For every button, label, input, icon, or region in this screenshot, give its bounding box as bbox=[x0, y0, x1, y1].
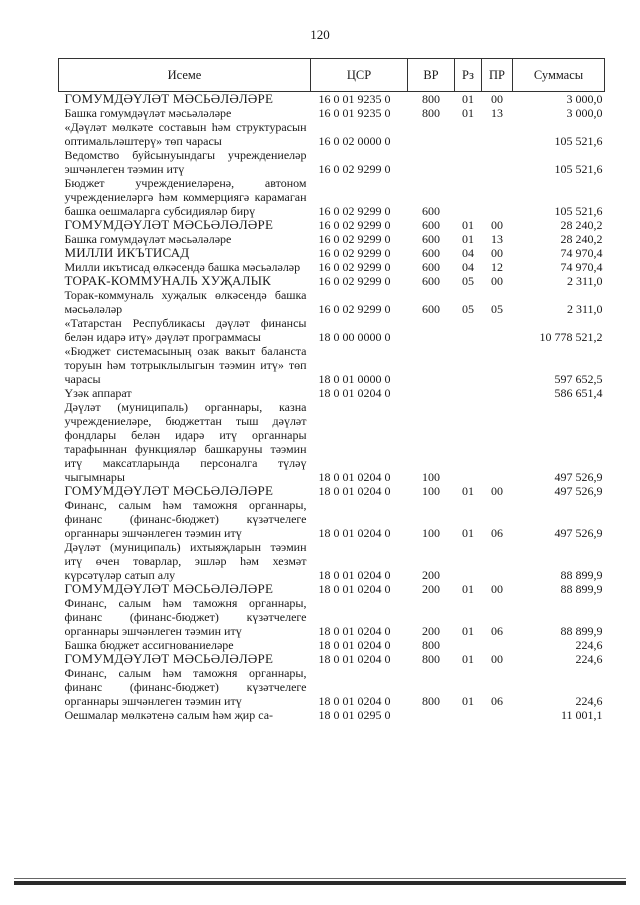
row-name: ТОРАК-КОММУНАЛЬ ХУҖАЛЫК bbox=[64, 273, 272, 288]
row-vr: 600 bbox=[422, 302, 440, 316]
row-rz bbox=[455, 708, 482, 722]
row-pr bbox=[482, 176, 513, 218]
row-csr: 18 0 01 0000 0 bbox=[318, 372, 391, 386]
row-rz bbox=[455, 120, 482, 148]
row-sum: 28 240,2 bbox=[560, 218, 603, 232]
row-vr: 800 bbox=[422, 694, 440, 708]
header-name: Исеме bbox=[59, 59, 311, 92]
row-rz bbox=[455, 148, 482, 176]
row-csr: 16 0 02 9299 0 bbox=[318, 232, 391, 246]
row-vr: 100 bbox=[422, 470, 440, 484]
row-csr: 18 0 01 0204 0 bbox=[318, 484, 391, 498]
row-sum: 28 240,2 bbox=[560, 232, 603, 246]
row-rz: 01 bbox=[462, 232, 474, 246]
row-rz: 01 bbox=[462, 526, 474, 540]
table-row bbox=[59, 218, 605, 232]
row-rz bbox=[455, 386, 482, 400]
header-pr: ПР bbox=[482, 59, 513, 92]
row-name: ГОМУМДӘҮЛӘТ МӘСЬӘЛӘЛӘРЕ bbox=[64, 91, 274, 106]
row-pr: 13 bbox=[491, 232, 503, 246]
row-csr: 18 0 00 0000 0 bbox=[318, 330, 391, 344]
row-csr: 18 0 01 0204 0 bbox=[318, 526, 391, 540]
row-name: «Дәүләт мөлкәте составын һәм структурасын оптимальләштерү» төп чарасы bbox=[64, 120, 307, 148]
row-pr: 12 bbox=[491, 260, 503, 274]
table-row bbox=[59, 582, 605, 596]
row-csr: 16 0 02 0000 0 bbox=[318, 134, 391, 148]
row-name: Башка гомумдәүләт мәсьәләләре bbox=[64, 232, 232, 246]
row-pr: 00 bbox=[491, 218, 503, 232]
row-vr: 800 bbox=[422, 638, 440, 652]
row-vr: 200 bbox=[422, 624, 440, 638]
row-csr: 16 0 02 9299 0 bbox=[318, 218, 391, 232]
row-csr: 18 0 01 0204 0 bbox=[318, 582, 391, 596]
row-sum: 10 778 521,2 bbox=[539, 330, 603, 344]
table-row bbox=[59, 652, 605, 666]
row-sum: 224,6 bbox=[575, 638, 603, 652]
row-rz: 05 bbox=[462, 274, 474, 288]
row-sum: 88 899,9 bbox=[560, 568, 603, 582]
row-csr: 16 0 01 9235 0 bbox=[318, 106, 391, 120]
row-sum: 105 521,6 bbox=[554, 162, 603, 176]
table-row bbox=[59, 708, 605, 722]
table-row bbox=[59, 666, 605, 708]
row-rz bbox=[455, 540, 482, 582]
row-rz: 01 bbox=[462, 624, 474, 638]
row-pr bbox=[482, 400, 513, 484]
row-rz: 04 bbox=[462, 246, 474, 260]
row-sum: 3 000,0 bbox=[566, 92, 603, 106]
row-rz: 04 bbox=[462, 260, 474, 274]
row-pr: 05 bbox=[491, 302, 503, 316]
table-row bbox=[59, 176, 605, 218]
page-frame-line bbox=[14, 878, 626, 879]
row-vr bbox=[408, 708, 455, 722]
row-vr: 100 bbox=[422, 484, 440, 498]
header-vr: ВР bbox=[408, 59, 455, 92]
row-pr: 00 bbox=[491, 582, 503, 596]
row-name: Милли икътисад өлкәсендә башка мәсьәләләр bbox=[64, 260, 301, 274]
row-pr bbox=[482, 708, 513, 722]
row-sum: 497 526,9 bbox=[554, 526, 603, 540]
row-csr: 18 0 01 0204 0 bbox=[318, 470, 391, 484]
row-csr: 18 0 01 0204 0 bbox=[318, 638, 391, 652]
table-row bbox=[59, 400, 605, 484]
row-pr: 13 bbox=[491, 106, 503, 120]
row-rz: 01 bbox=[462, 652, 474, 666]
row-csr: 16 0 02 9299 0 bbox=[318, 162, 391, 176]
row-name: Үзәк аппарат bbox=[64, 386, 132, 400]
row-csr: 18 0 01 0204 0 bbox=[318, 624, 391, 638]
row-name: Торак-коммуналь хуҗалык өлкәсендә башка мәсьәләләр bbox=[64, 288, 307, 316]
row-vr: 600 bbox=[422, 274, 440, 288]
row-sum: 88 899,9 bbox=[560, 582, 603, 596]
row-sum: 105 521,6 bbox=[554, 204, 603, 218]
row-csr: 16 0 02 9299 0 bbox=[318, 260, 391, 274]
row-pr bbox=[482, 638, 513, 652]
row-sum: 2 311,0 bbox=[566, 274, 603, 288]
row-sum: 3 000,0 bbox=[566, 106, 603, 120]
budget-table bbox=[58, 58, 605, 722]
row-rz: 05 bbox=[462, 302, 474, 316]
row-pr: 00 bbox=[491, 274, 503, 288]
row-sum: 597 652,5 bbox=[554, 372, 603, 386]
row-vr bbox=[408, 344, 455, 386]
row-vr: 200 bbox=[422, 568, 440, 582]
table-row bbox=[59, 498, 605, 540]
row-rz bbox=[455, 176, 482, 218]
row-csr: 16 0 02 9299 0 bbox=[318, 274, 391, 288]
table-row bbox=[59, 148, 605, 176]
row-name: Финанс, салым һәм таможня органнары, финанс (финанс-бюджет) күзәтчелеге органнары эшчәнлеген тәэмин итү bbox=[64, 498, 307, 540]
row-name: Финанс, салым һәм таможня органнары, финанс (финанс-бюджет) күзәтчелеге органнары эшчәнлеген тәэмин итү bbox=[64, 666, 307, 708]
table-row bbox=[59, 260, 605, 274]
table-row bbox=[59, 92, 605, 107]
row-sum: 2 311,0 bbox=[566, 302, 603, 316]
row-sum: 224,6 bbox=[575, 694, 603, 708]
row-sum: 11 001,1 bbox=[560, 708, 603, 722]
table-row bbox=[59, 120, 605, 148]
row-name: Башка гомумдәүләт мәсьәләләре bbox=[64, 106, 232, 120]
row-name: ГОМУМДӘҮЛӘТ МӘСЬӘЛӘЛӘРЕ bbox=[64, 581, 274, 596]
row-sum: 224,6 bbox=[575, 652, 603, 666]
row-sum: 105 521,6 bbox=[554, 134, 603, 148]
table-row bbox=[59, 638, 605, 652]
row-rz: 01 bbox=[462, 218, 474, 232]
row-csr: 16 0 01 9235 0 bbox=[318, 92, 391, 106]
row-csr: 18 0 01 0204 0 bbox=[318, 568, 391, 582]
row-rz bbox=[455, 638, 482, 652]
row-vr: 100 bbox=[422, 526, 440, 540]
table-row bbox=[59, 540, 605, 582]
row-name: Финанс, салым һәм таможня органнары, финанс (финанс-бюджет) күзәтчелеге органнары эшчәнлеген тәэмин итү bbox=[64, 596, 307, 638]
row-vr bbox=[408, 386, 455, 400]
header-csr: ЦСР bbox=[311, 59, 408, 92]
header-sum: Суммасы bbox=[513, 59, 605, 92]
row-name: Оешмалар мөлкәтенә салым һәм җир са- bbox=[64, 708, 274, 722]
table-row bbox=[59, 386, 605, 400]
row-csr: 18 0 01 0204 0 bbox=[318, 652, 391, 666]
row-csr: 18 0 01 0204 0 bbox=[318, 694, 391, 708]
row-pr bbox=[482, 540, 513, 582]
row-vr: 600 bbox=[422, 204, 440, 218]
row-pr bbox=[482, 148, 513, 176]
row-name: Дәүләт (муниципаль) органнары, казна учреждениеләре, бюджеттан тыш дәүләт фондлары белән идарә итү органнары тарафыннан функцияләр башкаруны тәэмин итү максатларында персоналга түләү чыгымнары bbox=[64, 400, 307, 484]
row-name: ГОМУМДӘҮЛӘТ МӘСЬӘЛӘЛӘРЕ bbox=[64, 217, 274, 232]
row-rz: 01 bbox=[462, 582, 474, 596]
table-row bbox=[59, 288, 605, 316]
row-pr bbox=[482, 120, 513, 148]
table-row bbox=[59, 106, 605, 120]
row-sum: 497 526,9 bbox=[554, 470, 603, 484]
row-pr bbox=[482, 386, 513, 400]
table-row bbox=[59, 232, 605, 246]
row-vr: 800 bbox=[422, 106, 440, 120]
row-sum: 497 526,9 bbox=[554, 484, 603, 498]
header-rz: Рз bbox=[455, 59, 482, 92]
row-name: Башка бюджет ассигнованиеләре bbox=[64, 638, 234, 652]
table-row bbox=[59, 596, 605, 638]
row-vr: 600 bbox=[422, 232, 440, 246]
row-sum: 74 970,4 bbox=[560, 260, 603, 274]
row-name: МИЛЛИ ИКЪТИСАД bbox=[64, 245, 190, 260]
row-vr: 800 bbox=[422, 92, 440, 106]
row-rz: 01 bbox=[462, 484, 474, 498]
row-vr: 600 bbox=[422, 246, 440, 260]
row-pr bbox=[482, 344, 513, 386]
table-header-row bbox=[59, 59, 605, 92]
table-row bbox=[59, 316, 605, 344]
row-pr: 06 bbox=[491, 526, 503, 540]
row-rz: 01 bbox=[462, 92, 474, 106]
table-row bbox=[59, 274, 605, 288]
row-rz bbox=[455, 400, 482, 484]
row-pr: 06 bbox=[491, 694, 503, 708]
row-vr bbox=[408, 120, 455, 148]
row-pr: 06 bbox=[491, 624, 503, 638]
row-name: ГОМУМДӘҮЛӘТ МӘСЬӘЛӘЛӘРЕ bbox=[64, 483, 274, 498]
row-name: Ведомство буйсынуындагы учреждениеләр эшчәнлеген тәэмин итү bbox=[64, 148, 307, 176]
row-pr: 00 bbox=[491, 484, 503, 498]
row-rz bbox=[455, 344, 482, 386]
page-number: 120 bbox=[310, 27, 330, 42]
row-vr bbox=[408, 148, 455, 176]
row-csr: 16 0 02 9299 0 bbox=[318, 302, 391, 316]
row-name: Бюджет учреждениеләренә, автоном учреждениеләргә һәм коммерциягә карамаган башка оешмаларга субсидияләр бирү bbox=[64, 176, 307, 218]
row-pr: 00 bbox=[491, 652, 503, 666]
row-pr: 00 bbox=[491, 92, 503, 106]
row-name: «Бюджет системасының озак вакыт баланста торуын һәм тотрыклылыгын тәэмин итү» төп чарасы bbox=[64, 344, 307, 386]
row-rz: 01 bbox=[462, 106, 474, 120]
row-csr: 18 0 01 0204 0 bbox=[318, 386, 391, 400]
row-vr: 200 bbox=[422, 582, 440, 596]
table-row bbox=[59, 344, 605, 386]
row-csr: 16 0 02 9299 0 bbox=[318, 246, 391, 260]
row-pr: 00 bbox=[491, 246, 503, 260]
row-vr: 600 bbox=[422, 218, 440, 232]
row-name: Дәүләт (муниципаль) ихтыяҗларын тәэмин итү өчен товарлар, эшләр һәм хезмәт күрсәтүләр сатып алу bbox=[64, 540, 307, 582]
row-pr bbox=[482, 316, 513, 344]
table-row bbox=[59, 484, 605, 498]
page-frame-bottom bbox=[14, 881, 626, 885]
row-name: «Татарстан Республикасы дәүләт финансы белән идарә итү» дәүләт программасы bbox=[64, 316, 307, 344]
row-vr: 600 bbox=[422, 260, 440, 274]
row-csr: 16 0 02 9299 0 bbox=[318, 204, 391, 218]
row-rz bbox=[455, 316, 482, 344]
row-sum: 74 970,4 bbox=[560, 246, 603, 260]
row-name: ГОМУМДӘҮЛӘТ МӘСЬӘЛӘЛӘРЕ bbox=[64, 651, 274, 666]
row-csr: 18 0 01 0295 0 bbox=[318, 708, 391, 722]
row-vr bbox=[408, 316, 455, 344]
table-row bbox=[59, 246, 605, 260]
row-sum: 586 651,4 bbox=[554, 386, 603, 400]
row-sum: 88 899,9 bbox=[560, 624, 603, 638]
row-rz: 01 bbox=[462, 694, 474, 708]
row-vr: 800 bbox=[422, 652, 440, 666]
